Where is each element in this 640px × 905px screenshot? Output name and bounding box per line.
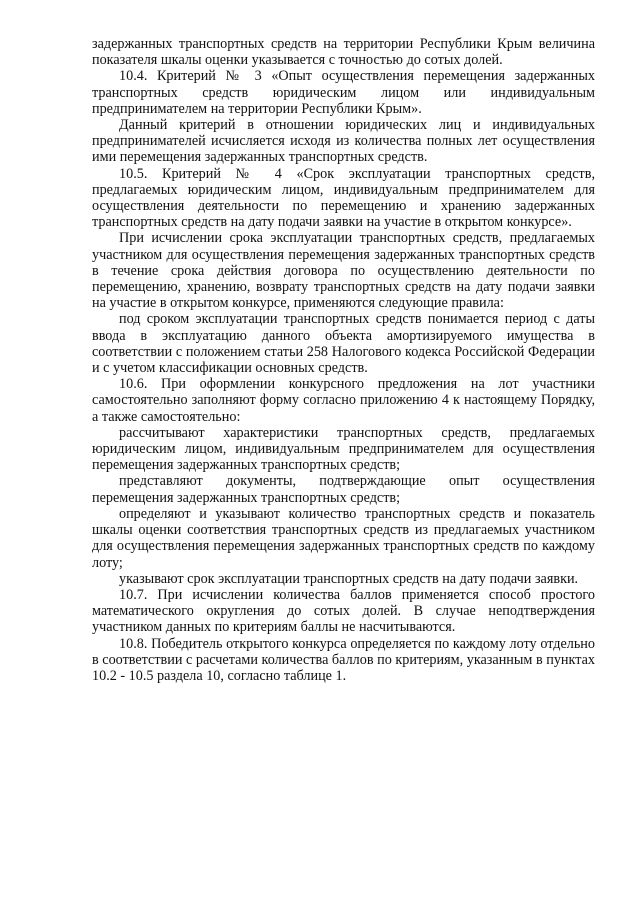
document-page [92, 36, 595, 684]
paragraph-criterion-3-description: Данный критерий в отношении юридических лиц и индивидуальных предпринимателей исчисляется исходя из количества полных лет осуществления ими перемещения задержанных транспортных средств. [92, 117, 595, 166]
paragraph-10-8: 10.8. Победитель открытого конкурса определяется по каждому лоту отдельно в соответствии с расчетами количества баллов по критериям, указанным в пунктах 10.2 - 10.5 раздела 10, согласно таблице 1. [92, 635, 595, 684]
paragraph-continuation: задержанных транспортных средств на территории Республики Крым величина показателя шкалы оценки указывается с точностью до сотых долей. [92, 36, 595, 69]
paragraph-operation-term-rules: При исчислении срока эксплуатации транспортных средств, предлагаемых участником для осуществления перемещения задержанных транспортных средств в течение срока действия договора по осуществлению деятельности по перемещению, хранению, возврату транспортных средств на дату подачи заявки на участие в открытом конкурсе, применяются следующие правила: [92, 230, 595, 312]
list-item-determine-quantity: определяют и указывают количество транспортных средств и показатель шкалы оценки соответствия транспортных средств из предлагаемых участником для осуществления перемещения задержанных транспортных средств по каждому лоту; [92, 505, 595, 571]
paragraph-10-6: 10.6. При оформлении конкурсного предложения на лот участники самостоятельно заполняют форму согласно приложению 4 к настоящему Порядку, а также самостоятельно: [92, 376, 595, 425]
paragraph-10-7: 10.7. При исчислении количества баллов применяется способ простого математического округления до сотых долей. В случае неподтверждения участником данных по критериям баллы не насчитываются. [92, 586, 595, 636]
paragraph-operation-term-definition: под сроком эксплуатации транспортных средств понимается период с даты ввода в эксплуатацию данного объекта амортизируемого имущества в соответствии с положением статьи 258 Налогового кодекса Российской Федерации и с учетом классификации основных средств. [92, 311, 595, 377]
list-item-calculate-characteristics: рассчитывают характеристики транспортных средств, предлагаемых юридическим лицом, индивидуальным предпринимателем для осуществления перемещения задержанных транспортных средств; [92, 424, 595, 474]
paragraph-10-4: 10.4. Критерий № 3 «Опыт осуществления перемещения задержанных транспортных средств юридическим лицом или индивидуальным предпринимателем на территории Республики Крым». [92, 68, 595, 117]
list-item-submit-documents: представляют документы, подтверждающие опыт осуществления перемещения задержанных транспортных средств; [92, 473, 595, 506]
list-item-indicate-operation-term: указывают срок эксплуатации транспортных средств на дату подачи заявки. [119, 570, 579, 587]
paragraph-10-5: 10.5. Критерий № 4 «Срок эксплуатации транспортных средств, предлагаемых юридическим лицом, индивидуальным предпринимателем для осуществления деятельности по перемещению и хранению задержанных транспортных средств на дату подачи заявки на участие в открытом конкурсе». [92, 165, 595, 231]
